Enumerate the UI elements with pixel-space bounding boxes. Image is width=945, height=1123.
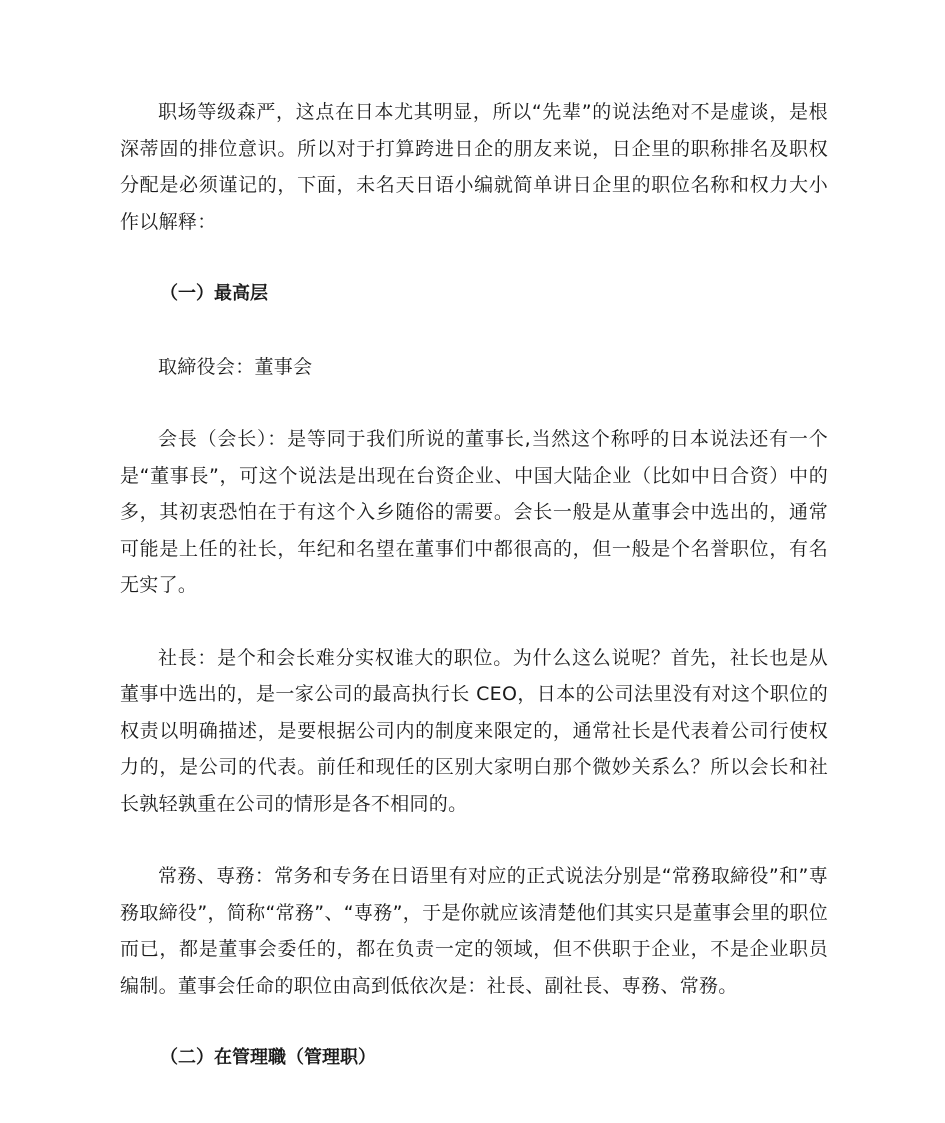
- president-paragraph: 社長：是个和会长难分实权谁大的职位。为什么这么说呢？首先，社长也是从董事中选出的，是一家公司的最高执行长 CEO，日本的公司法里没有对这个职位的权责以明确描述，是要根据公司内的制度来限定的，通常社长是代表着公司行使权力的，是公司的代表。前任和现任的区别大家明白那个微妙关系么？所以会长和社长孰轻孰重在公司的情形是各不相同的。: [120, 646, 828, 815]
- spacer: [120, 240, 828, 276]
- board-paragraph: 取締役会：董事会: [158, 355, 313, 378]
- intro-paragraph: 职场等级森严，这点在日本尤其明显，所以“先辈”的说法绝对不是虚谈，是根深蒂固的排位意识。所以对于打算跨进日企的朋友来说，日企里的职称排名及职权分配是必须谨记的，下面，未名天日语小编就简单讲日企里的职位名称和权力大小作以解释：: [120, 101, 828, 233]
- directors-paragraph: 常務、専務：常务和专务在日语里有对应的正式说法分别是“常務取締役”和”専務取締役”，简称“常務”、“専務”，于是你就应该清楚他们其实只是董事会里的职位而已，都是董事会委任的，都在负责一定的领域，但不供职于企业，不是企业职员编制。董事会任命的职位由高到低依次是：社長、副社長、専務、常務。: [120, 865, 828, 997]
- document-body: [120, 94, 828, 1077]
- spacer: [120, 822, 828, 858]
- spacer: [120, 1004, 828, 1040]
- section-heading-top-level: （一）最高层: [160, 283, 268, 304]
- spacer: [120, 385, 828, 421]
- chairman-paragraph: 会長（会长）：是等同于我们所说的董事长,当然这个称呼的日本说法还有一个是“董事長”，可这个说法是出现在台资企业、中国大陆企业（比如中日合资）中的多，其初衷恐怕在于有这个入乡随俗的需要。会长一般是从董事会中选出的，通常可能是上任的社长，年纪和名望在董事们中都很高的，但一般是个名誉职位，有名无实了。: [120, 428, 828, 596]
- spacer: [120, 313, 828, 349]
- section-heading-management: （二）在管理職（管理职）: [160, 1047, 376, 1068]
- spacer: [120, 604, 828, 640]
